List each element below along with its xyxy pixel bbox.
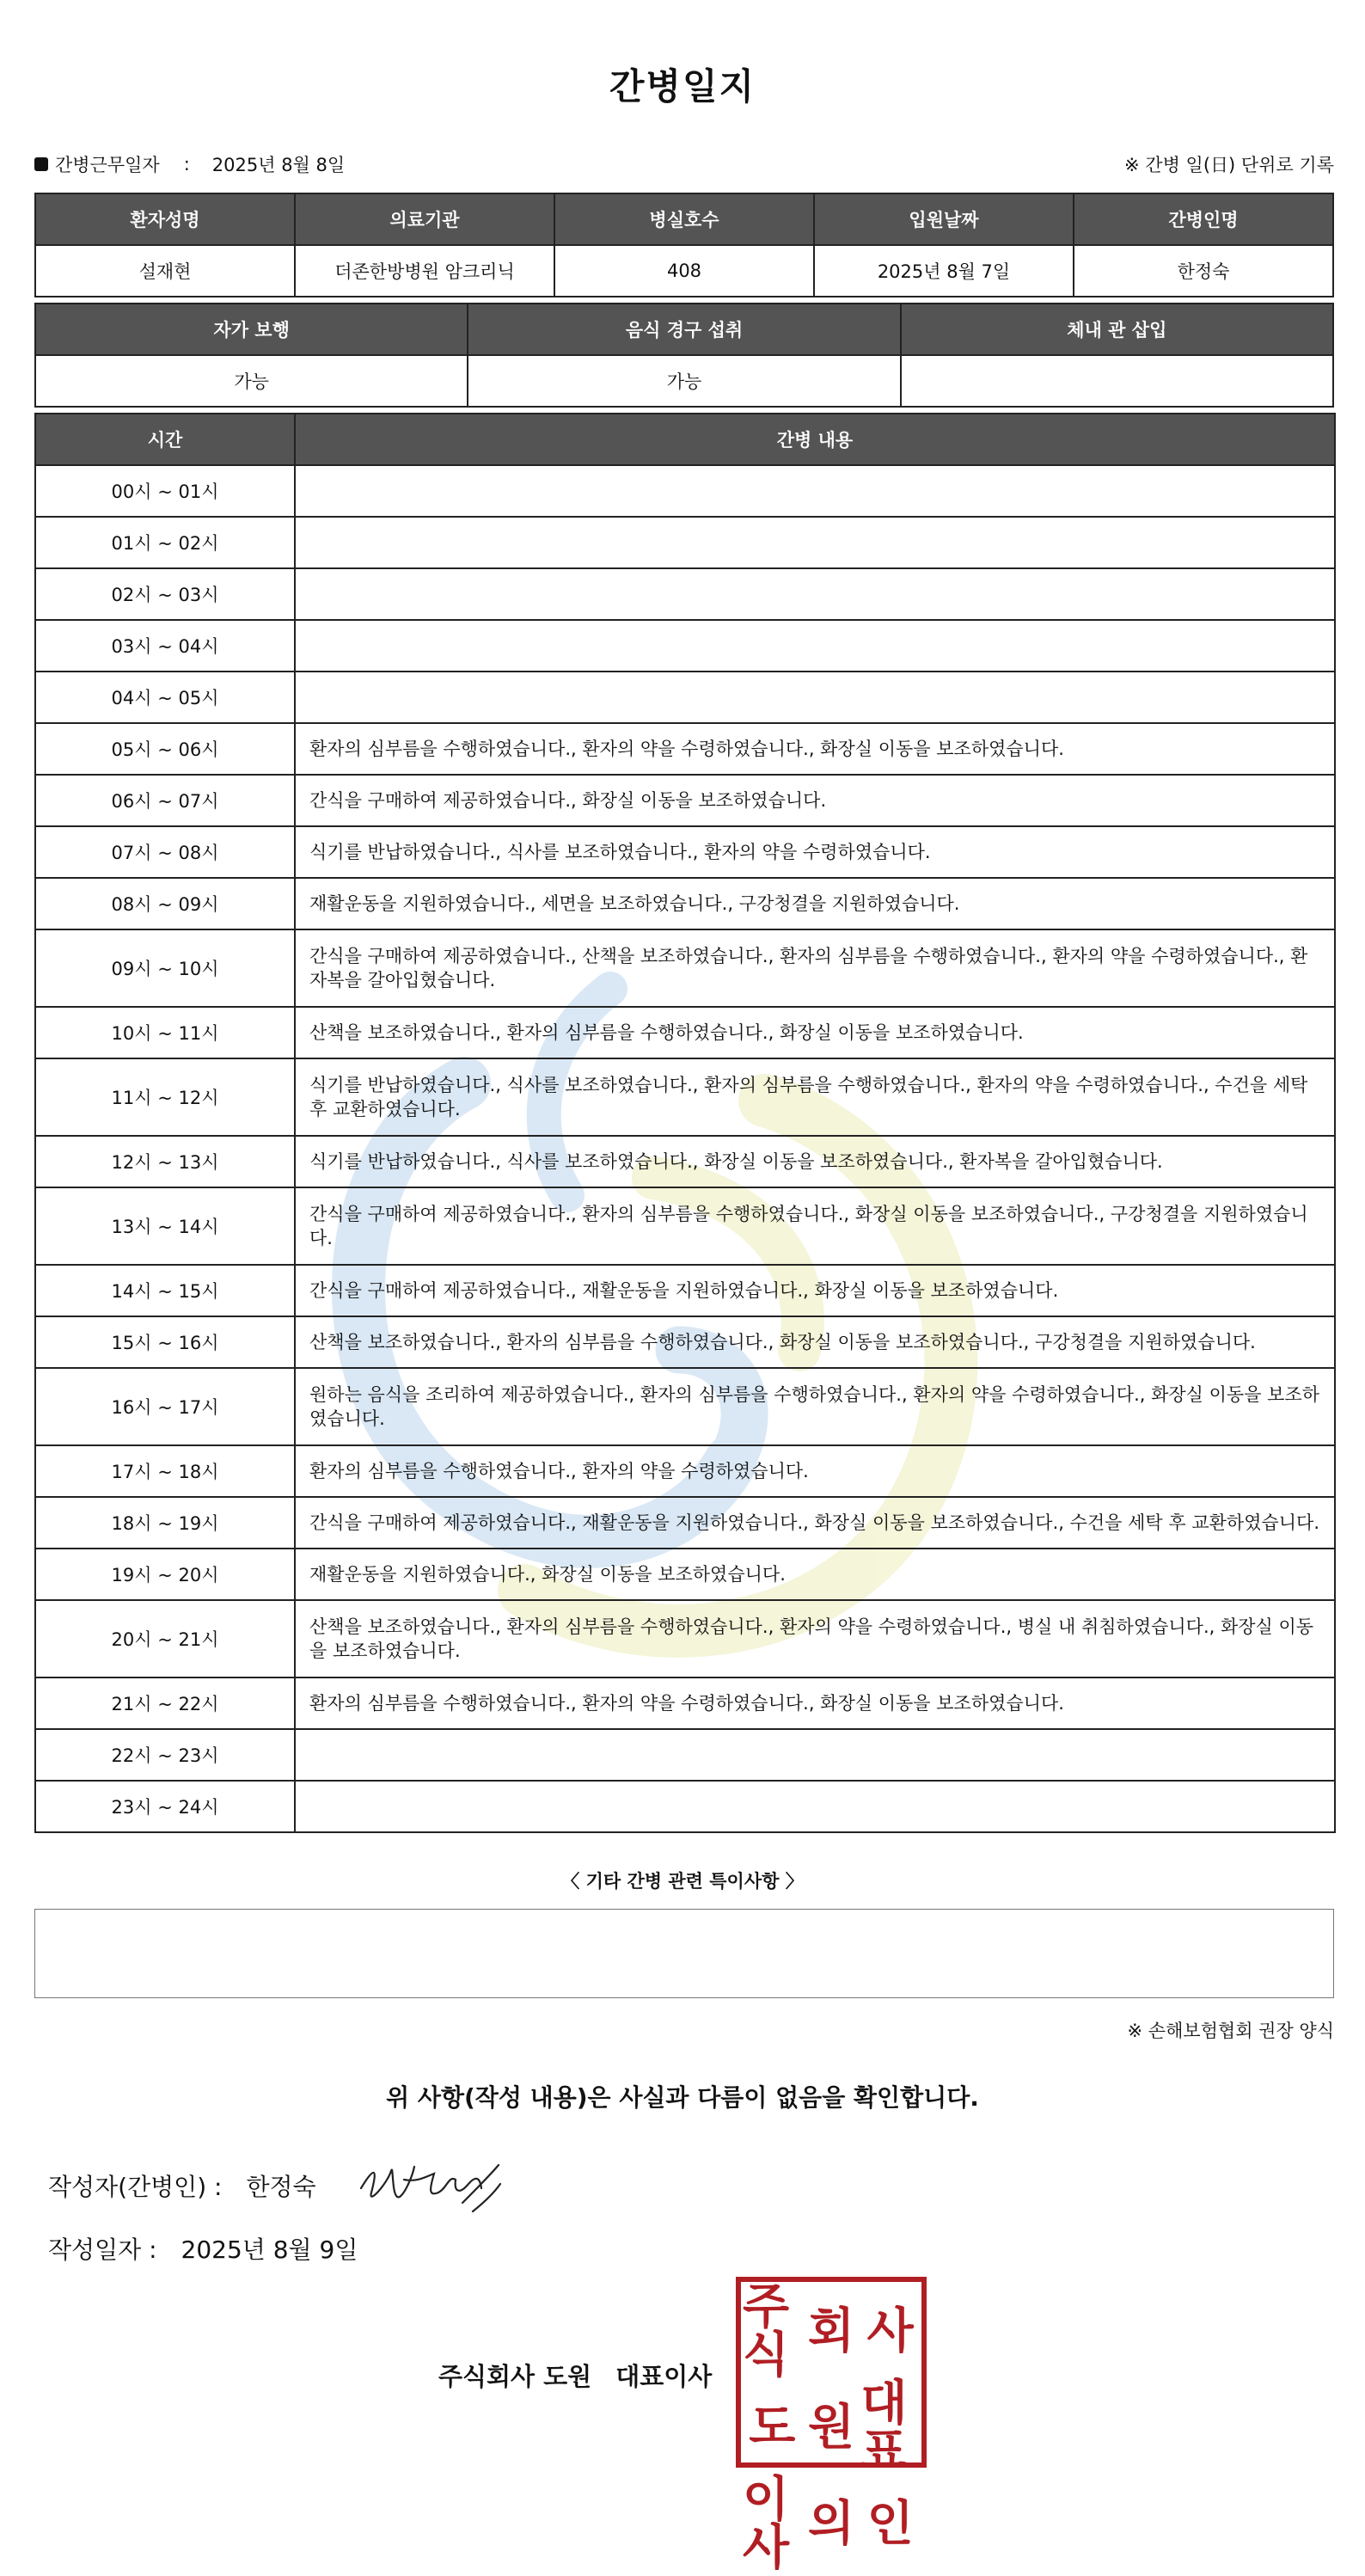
time-slot: 09시 ~ 10시: [35, 929, 295, 1007]
header-room-number: 병실호수: [554, 193, 814, 245]
care-content: [295, 620, 1335, 672]
company-name: 주식회사 도원: [438, 2362, 592, 2391]
care-content: [295, 1781, 1335, 1832]
care-content: 환자의 심부름을 수행하였습니다., 환자의 약을 수령하였습니다., 화장실 이동을 보조하였습니다.: [295, 1677, 1335, 1729]
care-content: 간식을 구매하여 제공하였습니다., 화장실 이동을 보조하였습니다.: [295, 775, 1335, 826]
table-row: [35, 723, 1335, 775]
care-content: 재활운동을 지원하였습니다., 화장실 이동을 보조하였습니다.: [295, 1549, 1335, 1600]
status-value-row: [35, 355, 1333, 407]
table-row: [35, 1187, 1335, 1265]
confirmation-statement: 위 사항(작성 내용)은 사실과 다름이 없음을 확인합니다.: [386, 2083, 979, 2112]
company-role: 대표이사: [615, 2362, 713, 2391]
time-slot: 18시 ~ 19시: [35, 1497, 295, 1549]
time-slot: 05시 ~ 06시: [35, 723, 295, 775]
table-row: [35, 929, 1335, 1007]
time-slot: 01시 ~ 02시: [35, 517, 295, 568]
care-content: 재활운동을 지원하였습니다., 세면을 보조하였습니다., 구강청결을 지원하였습니다.: [295, 878, 1335, 929]
care-content: 환자의 심부름을 수행하였습니다., 환자의 약을 수령하였습니다., 화장실 이동을 보조하였습니다.: [295, 723, 1335, 775]
admission-date: 2025년 8월 7일: [814, 245, 1074, 297]
care-content: 간식을 구매하여 제공하였습니다., 재활운동을 지원하였습니다., 화장실 이동을 보조하였습니다.: [295, 1265, 1335, 1316]
table-row: [35, 672, 1335, 723]
header-time: 시간: [35, 414, 295, 465]
handwritten-signature: [352, 2141, 507, 2227]
care-content: 산책을 보조하였습니다., 환자의 심부름을 수행하였습니다., 환자의 약을 수령하였습니다., 병실 내 취침하였습니다., 화장실 이동을 보조하였습니다.: [295, 1600, 1335, 1677]
write-date-line: [48, 2231, 358, 2266]
time-slot: 15시 ~ 16시: [35, 1316, 295, 1368]
patient-info-value-row: [35, 245, 1333, 297]
room-number: 408: [554, 245, 814, 297]
care-content: 산책을 보조하였습니다., 환자의 심부름을 수행하였습니다., 화장실 이동을 보조하였습니다., 구강청결을 지원하였습니다.: [295, 1316, 1335, 1368]
patient-status-table: [34, 303, 1334, 408]
company-seal-stamp: 주식 회 사 도 원 대표 이사 의 인: [736, 2277, 927, 2468]
time-slot: 00시 ~ 01시: [35, 465, 295, 517]
oral-intake: 가능: [468, 355, 900, 407]
author-label: 작성자(간병인) :: [48, 2173, 223, 2201]
table-row: [35, 517, 1335, 568]
header-caregiver-name: 간병인명: [1074, 193, 1333, 245]
time-slot: 19시 ~ 20시: [35, 1549, 295, 1600]
time-slot: 08시 ~ 09시: [35, 878, 295, 929]
time-slot: 11시 ~ 12시: [35, 1058, 295, 1136]
time-slot: 14시 ~ 15시: [35, 1265, 295, 1316]
header-self-walking: 자가 보행: [35, 304, 468, 355]
unit-note: ※ 간병 일(日) 단위로 기록: [1124, 155, 1334, 175]
header-care-content: 간병 내용: [295, 414, 1335, 465]
time-slot: 07시 ~ 08시: [35, 826, 295, 878]
table-row: [35, 1265, 1335, 1316]
time-slot: 03시 ~ 04시: [35, 620, 295, 672]
square-bullet-icon: [34, 157, 48, 171]
table-row: [35, 1600, 1335, 1677]
header-tube-insertion: 체내 관 삽입: [901, 304, 1333, 355]
table-row: [35, 1316, 1335, 1368]
status-header-row: [35, 304, 1333, 355]
table-row: [35, 775, 1335, 826]
time-slot: 12시 ~ 13시: [35, 1136, 295, 1187]
table-row: [35, 1368, 1335, 1445]
care-content: 간식을 구매하여 제공하였습니다., 산책을 보조하였습니다., 환자의 심부름을 수행하였습니다., 환자의 약을 수령하였습니다., 환자복을 갈아입혔습니다.: [295, 929, 1335, 1007]
table-row: [35, 1058, 1335, 1136]
table-row: [35, 620, 1335, 672]
care-content: [295, 1729, 1335, 1781]
time-slot: 20시 ~ 21시: [35, 1600, 295, 1677]
time-slot: 02시 ~ 03시: [35, 568, 295, 620]
time-slot: 22시 ~ 23시: [35, 1729, 295, 1781]
work-date-label: 간병근무일자: [55, 155, 160, 175]
company-line: [438, 2358, 712, 2393]
care-content: [295, 465, 1335, 517]
work-date-group: [34, 151, 345, 177]
header-patient-name: 환자성명: [35, 193, 295, 245]
author-line: [48, 2168, 316, 2203]
care-content: [295, 568, 1335, 620]
tube-insertion: [901, 355, 1333, 407]
care-content: [295, 517, 1335, 568]
table-row: [35, 465, 1335, 517]
write-date-label: 작성일자 :: [48, 2236, 157, 2264]
time-slot: 21시 ~ 22시: [35, 1677, 295, 1729]
hospital: 더존한방병원 암크리닉: [295, 245, 554, 297]
patient-info-header-row: [35, 193, 1333, 245]
table-row: [35, 1136, 1335, 1187]
time-slot: 16시 ~ 17시: [35, 1368, 295, 1445]
time-slot: 10시 ~ 11시: [35, 1007, 295, 1058]
author-name: 한정숙: [246, 2173, 316, 2201]
care-content: [295, 672, 1335, 723]
patient-name: 설재현: [35, 245, 295, 297]
time-slot: 04시 ~ 05시: [35, 672, 295, 723]
header-oral-intake: 음식 경구 섭취: [468, 304, 900, 355]
care-content: 식기를 반납하였습니다., 식사를 보조하였습니다., 환자의 심부름을 수행하였습니다., 환자의 약을 수령하였습니다., 수건을 세탁 후 교환하였습니다.: [295, 1058, 1335, 1136]
meta-row: [34, 151, 1334, 177]
care-content: 간식을 구매하여 제공하였습니다., 재활운동을 지원하였습니다., 화장실 이동을 보조하였습니다., 수건을 세탁 후 교환하였습니다.: [295, 1497, 1335, 1549]
table-row: [35, 1445, 1335, 1497]
notes-box: [34, 1909, 1334, 1998]
page-title: 간병일지: [609, 65, 756, 107]
work-date-separator: :: [183, 154, 190, 175]
care-content: 식기를 반납하였습니다., 식사를 보조하였습니다., 화장실 이동을 보조하였습니다., 환자복을 갈아입혔습니다.: [295, 1136, 1335, 1187]
table-row: [35, 826, 1335, 878]
write-date-value: 2025년 8월 9일: [181, 2236, 358, 2264]
work-date-value: 2025년 8월 8일: [211, 155, 346, 175]
table-row: [35, 1497, 1335, 1549]
patient-info-table: [34, 193, 1334, 297]
time-slot: 17시 ~ 18시: [35, 1445, 295, 1497]
care-content: 식기를 반납하였습니다., 식사를 보조하였습니다., 환자의 약을 수령하였습니다.: [295, 826, 1335, 878]
care-log-header-row: [35, 414, 1335, 465]
time-slot: 06시 ~ 07시: [35, 775, 295, 826]
self-walking: 가능: [35, 355, 468, 407]
care-content: 간식을 구매하여 제공하였습니다., 환자의 심부름을 수행하였습니다., 화장실 이동을 보조하였습니다., 구강청결을 지원하였습니다.: [295, 1187, 1335, 1265]
table-row: [35, 1677, 1335, 1729]
form-note: ※ 손해보험협회 권장 양식: [1127, 2021, 1334, 2041]
table-row: [35, 568, 1335, 620]
caregiver-name: 한정숙: [1074, 245, 1333, 297]
table-row: [35, 878, 1335, 929]
care-content: 환자의 심부름을 수행하였습니다., 환자의 약을 수령하였습니다.: [295, 1445, 1335, 1497]
table-row: [35, 1007, 1335, 1058]
time-slot: 13시 ~ 14시: [35, 1187, 295, 1265]
time-slot: 23시 ~ 24시: [35, 1781, 295, 1832]
table-row: [35, 1729, 1335, 1781]
table-row: [35, 1549, 1335, 1600]
notes-heading: 〈 기타 간병 관련 특이사항 〉: [561, 1871, 804, 1892]
header-admission-date: 입원날짜: [814, 193, 1074, 245]
care-content: 산책을 보조하였습니다., 환자의 심부름을 수행하였습니다., 화장실 이동을 보조하였습니다.: [295, 1007, 1335, 1058]
table-row: [35, 1781, 1335, 1832]
care-content: 원하는 음식을 조리하여 제공하였습니다., 환자의 심부름을 수행하였습니다., 환자의 약을 수령하였습니다., 화장실 이동을 보조하였습니다.: [295, 1368, 1335, 1445]
care-log-table: [34, 413, 1336, 1833]
header-hospital: 의료기관: [295, 193, 554, 245]
